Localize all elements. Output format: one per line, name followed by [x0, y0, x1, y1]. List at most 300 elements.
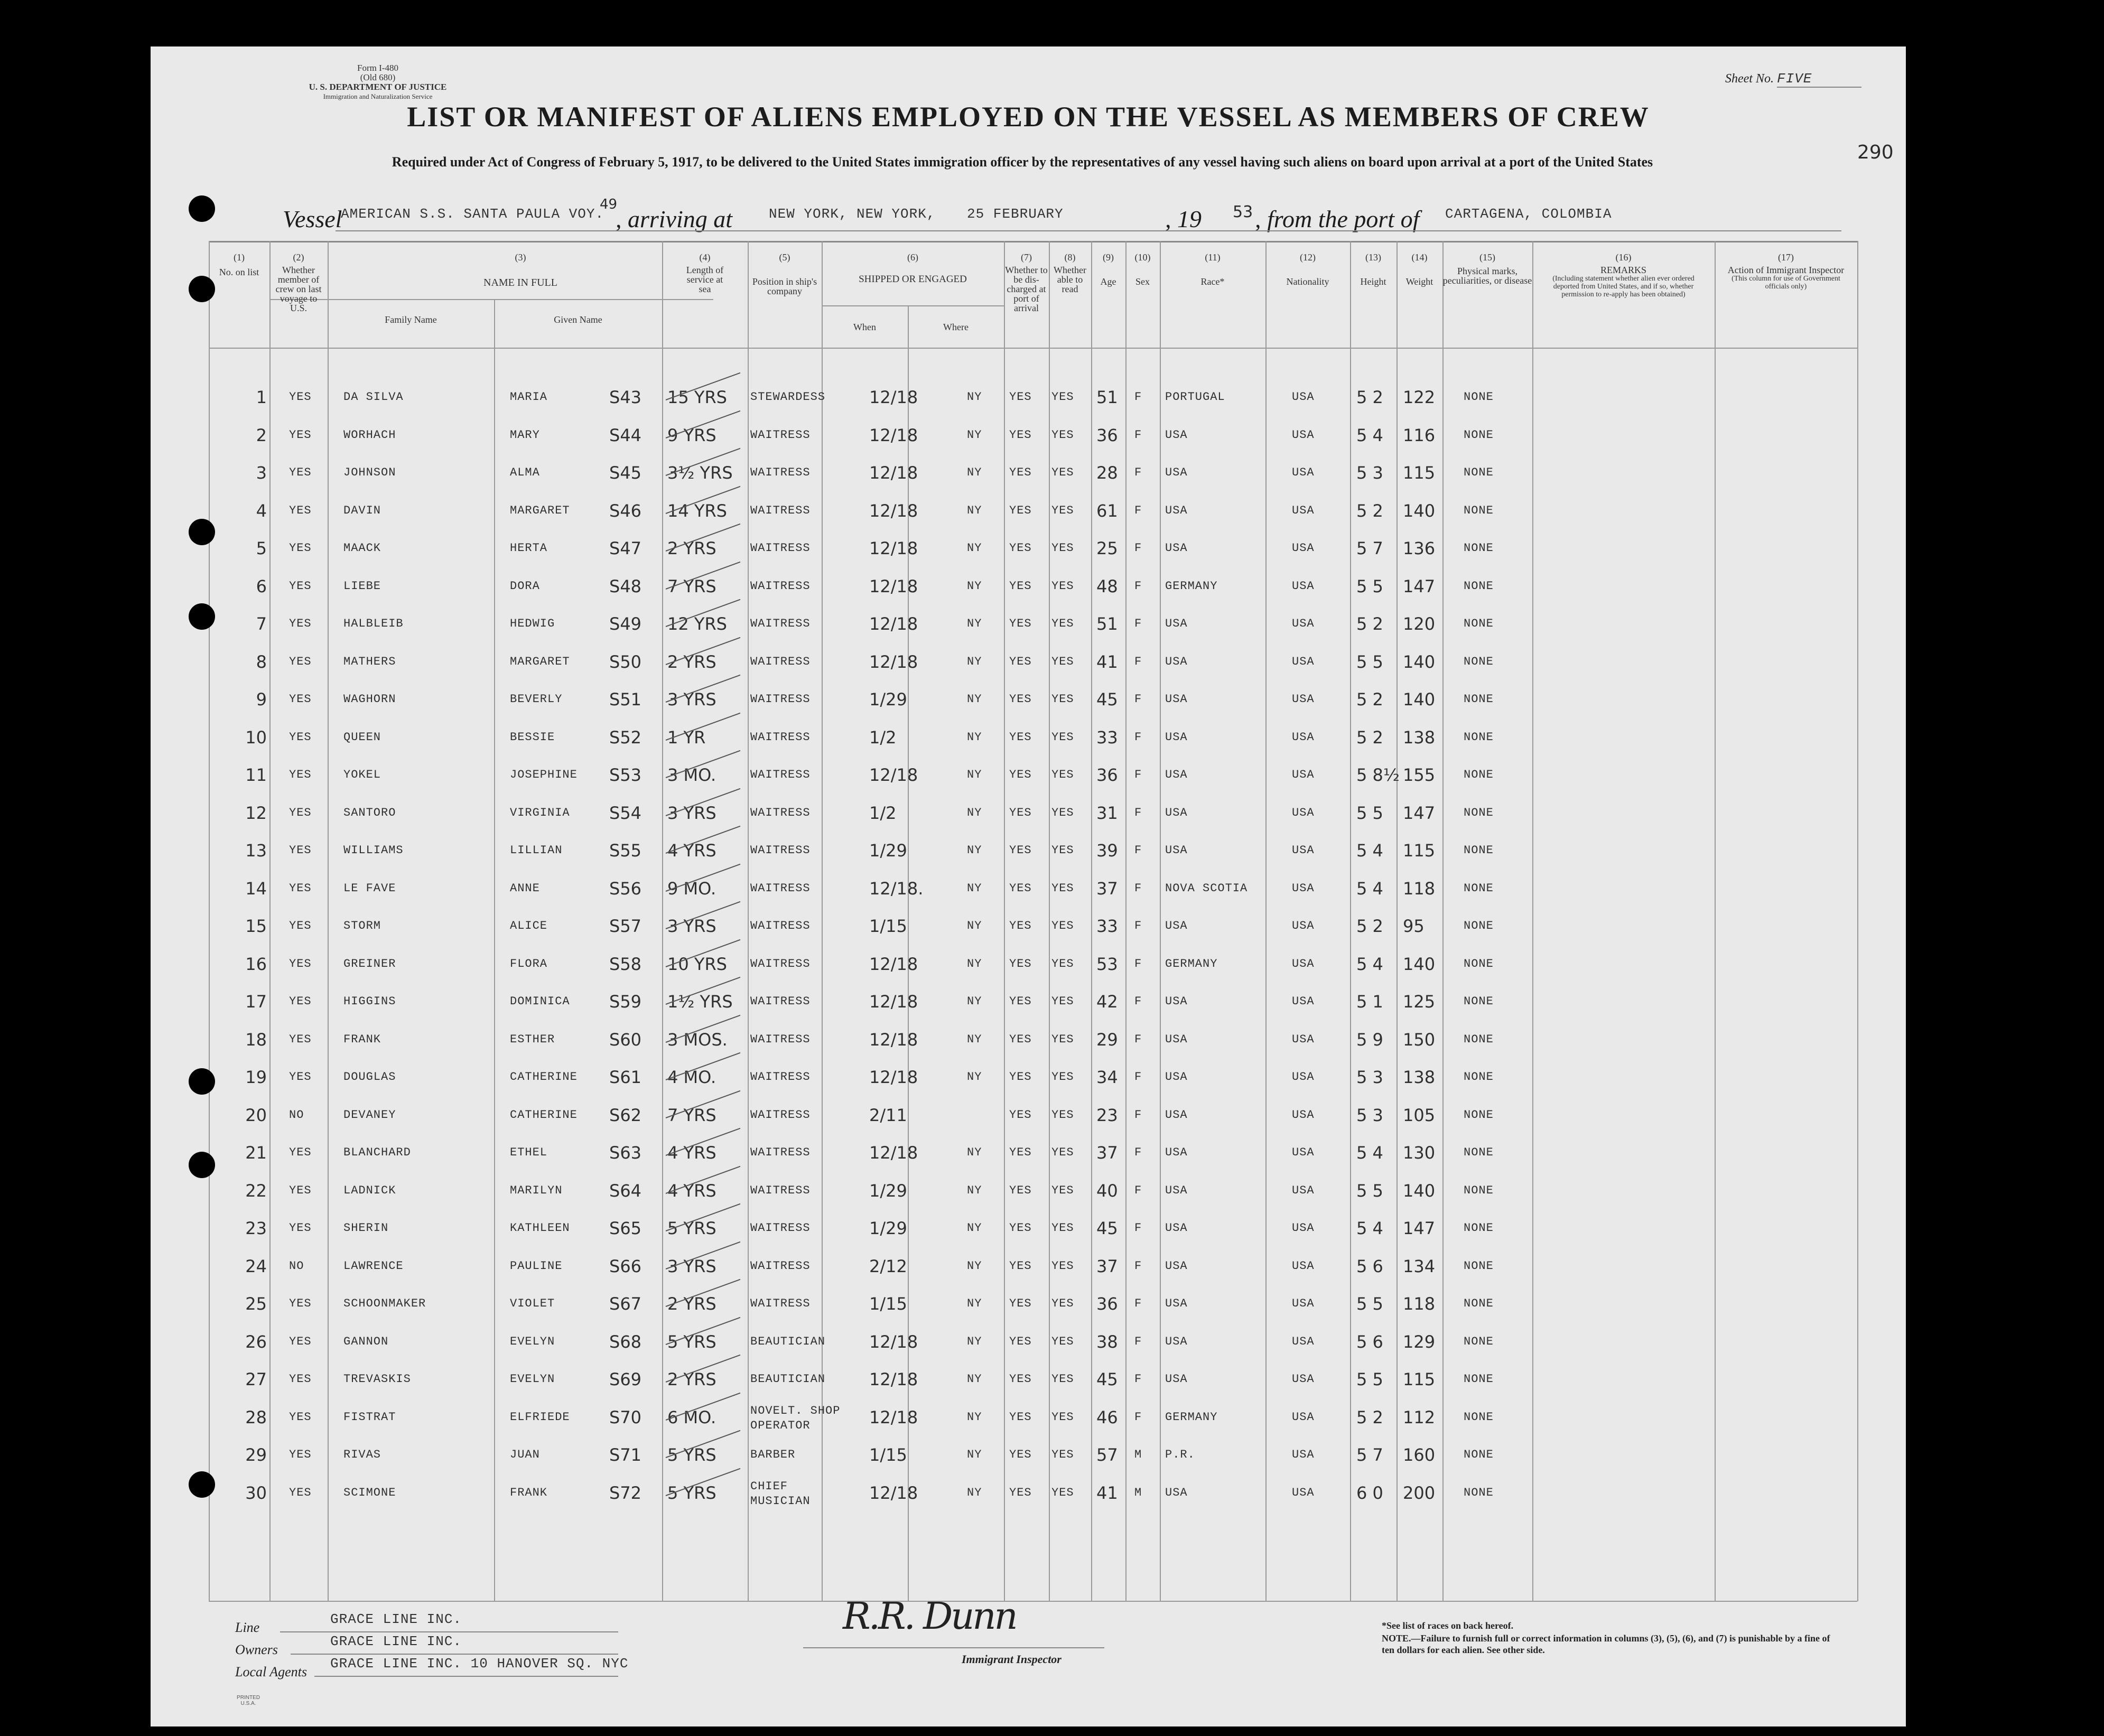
- nationality: USA: [1292, 1108, 1315, 1122]
- row-number: 13: [245, 841, 267, 861]
- discharged: YES: [1009, 957, 1032, 970]
- height: 5 2: [1356, 916, 1383, 936]
- crew-code: S46: [609, 500, 642, 521]
- sex: F: [1134, 1297, 1142, 1310]
- discharged: YES: [1009, 1070, 1032, 1084]
- discharged: YES: [1009, 693, 1032, 706]
- table-row: [151, 765, 1906, 799]
- printer-mark: PRINTED U.S.A.: [237, 1695, 260, 1706]
- race: GERMANY: [1165, 579, 1218, 593]
- physical-marks: NONE: [1464, 957, 1494, 970]
- owners-label: Owners: [235, 1642, 278, 1657]
- crew-code: S47: [609, 538, 642, 558]
- sex: F: [1134, 579, 1142, 593]
- row-number: 12: [245, 802, 267, 823]
- discharged: YES: [1009, 995, 1032, 1008]
- height: 5 6: [1356, 1256, 1383, 1276]
- physical-marks: NONE: [1464, 1259, 1494, 1273]
- last-voyage: YES: [289, 1070, 312, 1084]
- crew-code: S54: [609, 802, 642, 823]
- sex: F: [1134, 730, 1142, 744]
- age: 46: [1096, 1407, 1118, 1427]
- race: USA: [1165, 1070, 1188, 1084]
- from-label: , from the port of: [1255, 206, 1420, 232]
- family-name: SCIMONE: [343, 1486, 396, 1499]
- shipped-when: 12/18: [869, 765, 918, 785]
- family-name: TREVASKIS: [343, 1373, 411, 1386]
- sex: F: [1134, 1373, 1142, 1386]
- position: CHIEF MUSICIAN: [750, 1479, 811, 1508]
- race: USA: [1165, 1334, 1188, 1348]
- crew-code: S62: [609, 1105, 642, 1125]
- height: 5 2: [1356, 1407, 1383, 1427]
- physical-marks: NONE: [1464, 1032, 1494, 1046]
- family-name: FRANK: [343, 1032, 381, 1046]
- given-name: VIRGINIA: [510, 806, 570, 819]
- position: WAITRESS: [750, 768, 811, 781]
- race: NOVA SCOTIA: [1165, 881, 1248, 895]
- physical-marks: NONE: [1464, 1108, 1494, 1122]
- race: USA: [1165, 919, 1188, 932]
- last-voyage: YES: [289, 881, 312, 895]
- header-given-name: Given Name: [554, 314, 602, 325]
- given-name: ESTHER: [510, 1032, 555, 1046]
- shipped-where: NY: [967, 844, 982, 857]
- length-of-service: 3 YRS: [667, 802, 716, 823]
- physical-marks: NONE: [1464, 693, 1494, 706]
- race: USA: [1165, 428, 1188, 442]
- shipped-where: NY: [967, 730, 982, 744]
- physical-marks: NONE: [1464, 1221, 1494, 1235]
- table-row: [151, 1331, 1906, 1366]
- sex: F: [1134, 1108, 1142, 1122]
- height: 5 2: [1356, 689, 1383, 710]
- sex: F: [1134, 919, 1142, 932]
- nationality: USA: [1292, 428, 1315, 442]
- nationality: USA: [1292, 1373, 1315, 1386]
- table-row: [151, 651, 1906, 686]
- discharged: YES: [1009, 617, 1032, 630]
- last-voyage: YES: [289, 957, 312, 970]
- length-of-service: 3 YRS: [667, 1256, 716, 1276]
- age: 25: [1096, 538, 1118, 558]
- header-nationality: (12) Nationality: [1286, 252, 1329, 287]
- table-row: [151, 500, 1906, 535]
- length-of-service: 3 YRS: [667, 689, 716, 710]
- shipped-when: 2/11: [869, 1105, 907, 1125]
- position: BEAUTICIAN: [750, 1373, 826, 1386]
- sex: F: [1134, 693, 1142, 706]
- physical-marks: NONE: [1464, 1070, 1494, 1084]
- age: 41: [1096, 651, 1118, 672]
- family-name: JOHNSON: [343, 466, 396, 479]
- height: 5 4: [1356, 1218, 1383, 1238]
- sex: F: [1134, 1334, 1142, 1348]
- table-row: [151, 1105, 1906, 1140]
- age: 37: [1096, 1256, 1118, 1276]
- shipped-when: 1/29: [869, 1180, 907, 1201]
- header-when: When: [853, 322, 876, 332]
- position: WAITRESS: [750, 995, 811, 1008]
- shipped-where: NY: [967, 1410, 982, 1424]
- race: USA: [1165, 1183, 1188, 1197]
- family-name: DOUGLAS: [343, 1070, 396, 1084]
- height: 5 7: [1356, 1445, 1383, 1465]
- sex: F: [1134, 503, 1142, 517]
- row-number: 24: [245, 1256, 267, 1276]
- height: 5 1: [1356, 992, 1383, 1012]
- position: WAITRESS: [750, 730, 811, 744]
- shipped-when: 1/29: [869, 841, 907, 861]
- discharged: YES: [1009, 1448, 1032, 1461]
- sex: F: [1134, 1410, 1142, 1424]
- agents-label: Local Agents: [235, 1664, 308, 1679]
- sex: F: [1134, 428, 1142, 442]
- name-column-rule: [269, 299, 713, 300]
- race: USA: [1165, 1108, 1188, 1122]
- shipped-when: 12/18: [869, 992, 918, 1012]
- last-voyage: YES: [289, 693, 312, 706]
- shipped-when: 12/18: [869, 1029, 918, 1050]
- race: USA: [1165, 995, 1188, 1008]
- binder-hole: [189, 1471, 215, 1498]
- header-physical-marks: (15) Physical marks, peculiarities, or disease: [1442, 252, 1532, 286]
- physical-marks: NONE: [1464, 1183, 1494, 1197]
- age: 53: [1096, 954, 1118, 974]
- shipped-where: NY: [967, 1070, 982, 1084]
- header-race: (11) Race*: [1200, 252, 1225, 287]
- sex: F: [1134, 1259, 1142, 1273]
- length-of-service: 3 MO.: [667, 765, 716, 785]
- shipped-where: NY: [967, 655, 982, 668]
- page-stamp: 290: [1857, 142, 1894, 163]
- age: 36: [1096, 765, 1118, 785]
- row-number: 5: [256, 538, 267, 558]
- given-name: FRANK: [510, 1486, 548, 1499]
- position: WAITRESS: [750, 1221, 811, 1235]
- last-voyage: YES: [289, 1486, 312, 1499]
- last-voyage: YES: [289, 995, 312, 1008]
- physical-marks: NONE: [1464, 919, 1494, 932]
- shipped-when: 12/18: [869, 387, 918, 407]
- header-last-voyage: (2) Whether member of crew on last voyage to U.S.: [275, 252, 322, 313]
- header-service: (4) Length of service at sea: [686, 252, 724, 294]
- header-inspector-action: (17) Action of Immigrant Inspector (This column for use of Government officials only): [1727, 252, 1845, 291]
- shipped-where: NY: [967, 919, 982, 932]
- shipped-when: 12/18: [869, 1482, 918, 1503]
- height: 5 2: [1356, 614, 1383, 634]
- family-name: YOKEL: [343, 768, 381, 781]
- weight: 147: [1403, 1218, 1436, 1238]
- physical-marks: NONE: [1464, 503, 1494, 517]
- table-header-rule: [209, 348, 1857, 349]
- document-subtitle: Required under Act of Congress of February 5, 1917, to be delivered to the United States immigration officer by the representatives of any vessel having such aliens on board upon arrival at a port of the United States: [392, 154, 1653, 170]
- shipped-where: NY: [967, 1297, 982, 1310]
- age: 48: [1096, 576, 1118, 596]
- discharged: YES: [1009, 466, 1032, 479]
- row-number: 25: [245, 1294, 267, 1314]
- shipped-when: 12/18: [869, 500, 918, 521]
- row-number: 21: [245, 1143, 267, 1163]
- shipped-when: 1/29: [869, 689, 907, 710]
- weight: 115: [1403, 1369, 1436, 1389]
- race: USA: [1165, 655, 1188, 668]
- position: WAITRESS: [750, 542, 811, 555]
- length-of-service: 3½ YRS: [667, 463, 733, 483]
- length-of-service: 1 YR: [667, 727, 706, 748]
- able-to-read: YES: [1051, 693, 1074, 706]
- table-row: [151, 1404, 1906, 1442]
- table-row: [151, 1479, 1906, 1517]
- table-row: [151, 954, 1906, 988]
- agents-underline: [314, 1676, 618, 1677]
- shipped-where: NY: [967, 579, 982, 593]
- position: WAITRESS: [750, 466, 811, 479]
- owners-value: GRACE LINE INC.: [330, 1634, 462, 1649]
- able-to-read: YES: [1051, 1183, 1074, 1197]
- discharged: YES: [1009, 1373, 1032, 1386]
- weight: 147: [1403, 576, 1436, 596]
- header-position: (5) Position in ship's company: [752, 252, 817, 296]
- last-voyage: YES: [289, 1297, 312, 1310]
- owners-underline: [291, 1654, 618, 1655]
- discharged: YES: [1009, 503, 1032, 517]
- height: 5 3: [1356, 463, 1383, 483]
- nationality: USA: [1292, 1146, 1315, 1159]
- header-sex: (10) Sex: [1134, 252, 1151, 287]
- crew-code: S71: [609, 1445, 642, 1465]
- height: 5 6: [1356, 1331, 1383, 1352]
- nationality: USA: [1292, 768, 1315, 781]
- header-age: (9) Age: [1100, 252, 1116, 287]
- last-voyage: NO: [289, 1259, 304, 1273]
- race: USA: [1165, 542, 1188, 555]
- given-name: ALICE: [510, 919, 548, 932]
- given-name: KATHLEEN: [510, 1221, 570, 1235]
- discharged: YES: [1009, 1486, 1032, 1499]
- weight: 140: [1403, 689, 1436, 710]
- shipped-where: NY: [967, 428, 982, 442]
- physical-marks: NONE: [1464, 466, 1494, 479]
- weight: 115: [1403, 841, 1436, 861]
- table-row: [151, 614, 1906, 648]
- crew-code: S50: [609, 651, 642, 672]
- year-prefix: , 19: [1165, 206, 1202, 232]
- sex: F: [1134, 1221, 1142, 1235]
- discharged: YES: [1009, 881, 1032, 895]
- race: GERMANY: [1165, 1410, 1218, 1424]
- shipped-where: NY: [967, 806, 982, 819]
- race: GERMANY: [1165, 957, 1218, 970]
- crew-code: S58: [609, 954, 642, 974]
- position: WAITRESS: [750, 617, 811, 630]
- able-to-read: YES: [1051, 1448, 1074, 1461]
- table-row: [151, 689, 1906, 724]
- race: USA: [1165, 466, 1188, 479]
- last-voyage: YES: [289, 655, 312, 668]
- discharged: YES: [1009, 730, 1032, 744]
- shipped-where: NY: [967, 1183, 982, 1197]
- family-name: SCHOONMAKER: [343, 1297, 426, 1310]
- last-voyage: YES: [289, 806, 312, 819]
- arriving-value: NEW YORK, NEW YORK,: [769, 206, 936, 222]
- row-number: 30: [245, 1482, 267, 1503]
- shipped-when: 12/18: [869, 614, 918, 634]
- last-voyage: YES: [289, 579, 312, 593]
- nationality: USA: [1292, 995, 1315, 1008]
- row-number: 16: [245, 954, 267, 974]
- family-name: DEVANEY: [343, 1108, 396, 1122]
- family-name: LADNICK: [343, 1183, 396, 1197]
- shipped-where: NY: [967, 693, 982, 706]
- nationality: USA: [1292, 957, 1315, 970]
- crew-code: S55: [609, 841, 642, 861]
- physical-marks: NONE: [1464, 1297, 1494, 1310]
- table-row: [151, 576, 1906, 611]
- physical-marks: NONE: [1464, 806, 1494, 819]
- row-number: 26: [245, 1331, 267, 1352]
- nationality: USA: [1292, 503, 1315, 517]
- height: 5 7: [1356, 538, 1383, 558]
- given-name: MARILYN: [510, 1183, 563, 1197]
- table-row: [151, 916, 1906, 950]
- shipped-where: NY: [967, 957, 982, 970]
- shipped-when: 1/15: [869, 916, 907, 936]
- family-name: RIVAS: [343, 1448, 381, 1461]
- shipped-where: NY: [967, 390, 982, 404]
- shipped-when: 12/18: [869, 1407, 918, 1427]
- given-name: CATHERINE: [510, 1070, 578, 1084]
- height: 5 4: [1356, 954, 1383, 974]
- table-row: [151, 802, 1906, 837]
- position: WAITRESS: [750, 693, 811, 706]
- row-number: 18: [245, 1029, 267, 1050]
- nationality: USA: [1292, 1486, 1315, 1499]
- crew-code: S48: [609, 576, 642, 596]
- physical-marks: NONE: [1464, 1486, 1494, 1499]
- given-name: ANNE: [510, 881, 540, 895]
- position: WAITRESS: [750, 919, 811, 932]
- given-name: MARIA: [510, 390, 548, 404]
- sex: F: [1134, 806, 1142, 819]
- nationality: USA: [1292, 617, 1315, 630]
- nationality: USA: [1292, 655, 1315, 668]
- age: 37: [1096, 878, 1118, 899]
- weight: 140: [1403, 651, 1436, 672]
- row-number: 1: [256, 387, 267, 407]
- shipped-when: 2/12: [869, 1256, 907, 1276]
- length-of-service: 1½ YRS: [667, 992, 733, 1012]
- form-old-number: (Old 680): [360, 72, 396, 82]
- age: 45: [1096, 689, 1118, 710]
- height: 5 5: [1356, 1294, 1383, 1314]
- shipped-when: 1/2: [869, 727, 897, 748]
- binder-hole: [189, 276, 215, 302]
- given-name: MARGARET: [510, 655, 570, 668]
- sex: F: [1134, 542, 1142, 555]
- able-to-read: YES: [1051, 655, 1074, 668]
- row-number: 6: [256, 576, 267, 596]
- table-bottom-rule: [209, 1601, 1857, 1602]
- weight: 118: [1403, 878, 1436, 899]
- able-to-read: YES: [1051, 881, 1074, 895]
- able-to-read: YES: [1051, 730, 1074, 744]
- nationality: USA: [1292, 1070, 1315, 1084]
- position: WAITRESS: [750, 1146, 811, 1159]
- table-row: [151, 1218, 1906, 1253]
- family-name: LIEBE: [343, 579, 381, 593]
- race: USA: [1165, 844, 1188, 857]
- able-to-read: YES: [1051, 1373, 1074, 1386]
- row-number: 7: [256, 614, 267, 634]
- able-to-read: YES: [1051, 1070, 1074, 1084]
- family-name: QUEEN: [343, 730, 381, 744]
- weight: 147: [1403, 802, 1436, 823]
- family-name: MAACK: [343, 542, 381, 555]
- inspector-label: Immigrant Inspector: [962, 1653, 1062, 1666]
- length-of-service: 5 YRS: [667, 1218, 716, 1238]
- vessel-underline: [336, 230, 1841, 231]
- crew-code: S68: [609, 1331, 642, 1352]
- discharged: YES: [1009, 1410, 1032, 1424]
- row-number: 10: [245, 727, 267, 748]
- able-to-read: YES: [1051, 1221, 1074, 1235]
- sex: M: [1134, 1448, 1142, 1461]
- shipped-when: 1/15: [869, 1445, 907, 1465]
- age: 36: [1096, 425, 1118, 445]
- position: NOVELT. SHOP OPERATOR: [750, 1404, 841, 1432]
- position: WAITRESS: [750, 1032, 811, 1046]
- age: 33: [1096, 727, 1118, 748]
- age: 42: [1096, 992, 1118, 1012]
- vessel-value: AMERICAN S.S. SANTA PAULA VOY.: [341, 206, 604, 222]
- crew-code: S67: [609, 1294, 642, 1314]
- from-port: CARTAGENA, COLOMBIA: [1445, 206, 1612, 222]
- binder-hole: [189, 519, 215, 545]
- last-voyage: NO: [289, 1108, 304, 1122]
- family-name: FISTRAT: [343, 1410, 396, 1424]
- family-name: DAVIN: [343, 503, 381, 517]
- crew-code: S72: [609, 1482, 642, 1503]
- nationality: USA: [1292, 1183, 1315, 1197]
- position: WAITRESS: [750, 1259, 811, 1273]
- able-to-read: YES: [1051, 617, 1074, 630]
- nationality: USA: [1292, 390, 1315, 404]
- header-family-name: Family Name: [385, 314, 437, 325]
- able-to-read: YES: [1051, 919, 1074, 932]
- shipped-where: NY: [967, 503, 982, 517]
- sex: F: [1134, 995, 1142, 1008]
- crew-code: S57: [609, 916, 642, 936]
- age: 34: [1096, 1067, 1118, 1087]
- height: 5 2: [1356, 387, 1383, 407]
- nationality: USA: [1292, 1334, 1315, 1348]
- row-number: 15: [245, 916, 267, 936]
- given-name: ELFRIEDE: [510, 1410, 570, 1424]
- crew-code: S64: [609, 1180, 642, 1201]
- shipped-where: NY: [967, 995, 982, 1008]
- race: USA: [1165, 1373, 1188, 1386]
- discharged: YES: [1009, 919, 1032, 932]
- shipped-when: 12/18: [869, 651, 918, 672]
- physical-marks: NONE: [1464, 1448, 1494, 1461]
- last-voyage: YES: [289, 390, 312, 404]
- line-underline: [280, 1631, 618, 1632]
- nationality: USA: [1292, 919, 1315, 932]
- able-to-read: YES: [1051, 1334, 1074, 1348]
- age: 39: [1096, 841, 1118, 861]
- able-to-read: YES: [1051, 503, 1074, 517]
